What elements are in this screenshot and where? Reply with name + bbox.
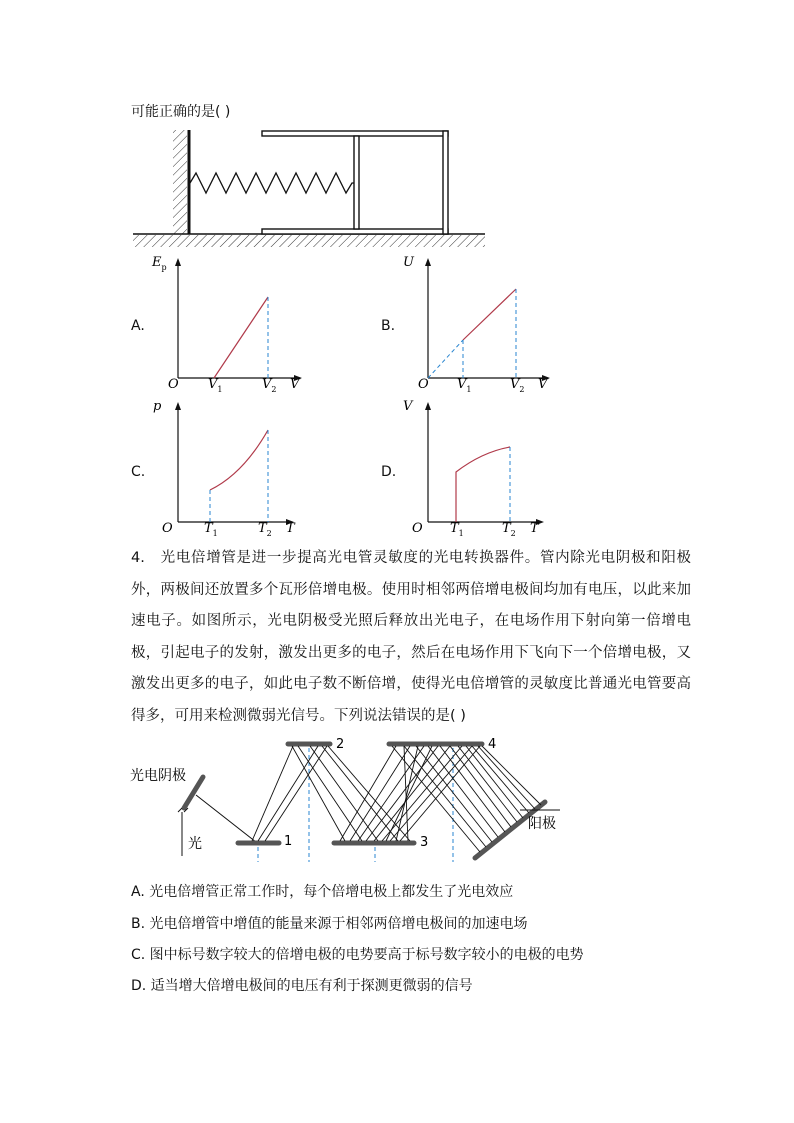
cathode bbox=[184, 777, 203, 808]
option-c-label: C. bbox=[131, 464, 146, 480]
anode-label: 阳极 bbox=[528, 816, 556, 832]
svg-text:O: O bbox=[418, 377, 429, 392]
question-3-prompt-tail: 可能正确的是( ) bbox=[131, 104, 231, 120]
svg-text:V2: $V_2$ bbox=[510, 377, 525, 394]
svg-text:V2: $V_2$ bbox=[262, 377, 277, 394]
svg-text:Ep: $E_p$ bbox=[152, 255, 167, 272]
option-b-label: B. bbox=[381, 318, 396, 334]
q4-option-d: D. 适当增大倍增电极间的电压有利于探测更微弱的信号 bbox=[131, 978, 473, 994]
svg-text:T1: $T_1$ bbox=[450, 521, 464, 538]
svg-text:V: V bbox=[538, 377, 548, 392]
svg-text:V1: $V_1$ bbox=[208, 377, 223, 394]
svg-text:V: V bbox=[290, 377, 300, 392]
svg-text:2: 2 bbox=[336, 737, 345, 752]
cathode-label: 光电阴极 bbox=[130, 768, 186, 784]
svg-text:O: O bbox=[412, 521, 423, 536]
svg-text:T: T bbox=[286, 521, 295, 536]
svg-text:T2: $T_2$ bbox=[502, 521, 516, 538]
light-label: 光 bbox=[188, 836, 202, 852]
svg-text:p: p bbox=[153, 399, 162, 414]
q4-option-a: A. 光电倍增管正常工作时，每个倍增电极上都发生了光电效应 bbox=[131, 884, 514, 900]
q4-option-c: C. 图中标号数字较大的倍增电极的电势要高于标号数字较小的电极的电势 bbox=[131, 947, 584, 963]
q4-option-b: B. 光电倍增管中增值的能量来源于相邻两倍增电极间的加速电场 bbox=[131, 916, 528, 932]
svg-text:U: U bbox=[403, 255, 414, 270]
svg-text:O: O bbox=[162, 521, 173, 536]
option-d-label: D. bbox=[381, 464, 397, 480]
svg-text:T: T bbox=[530, 521, 539, 536]
svg-text:4: 4 bbox=[488, 737, 497, 752]
svg-text:V: V bbox=[403, 399, 413, 414]
svg-text:V1: $V_1$ bbox=[457, 377, 472, 394]
svg-text:1: 1 bbox=[284, 834, 293, 849]
question-4-stem: 4. 光电倍增管是进一步提高光电管灵敏度的光电转换器件。管内除光电阴极和阳极外，两极间还放置多个瓦形倍增电极。使用时相邻两倍增电极间均加有电压，以此来加速电子。如图所示，光电阴极受光照后释放出光电子，在电场作用下射向第一倍增电极，引起电子的发射，激发出更多的电子，然后在电场作用下飞向下一个倍增电极，又激发出更多的电子，如此电子数不断倍增，使得光电倍增管的灵敏度比普通光电管要高得多，可用来检测微弱光信号。下列说法错误的是( ) bbox=[131, 550, 691, 724]
svg-text:T2: $T_2$ bbox=[258, 521, 272, 538]
svg-text:T1: $T_1$ bbox=[204, 521, 218, 538]
svg-text:3: 3 bbox=[420, 835, 429, 850]
svg-text:O: O bbox=[168, 377, 179, 392]
option-a-label: A. bbox=[131, 318, 145, 334]
